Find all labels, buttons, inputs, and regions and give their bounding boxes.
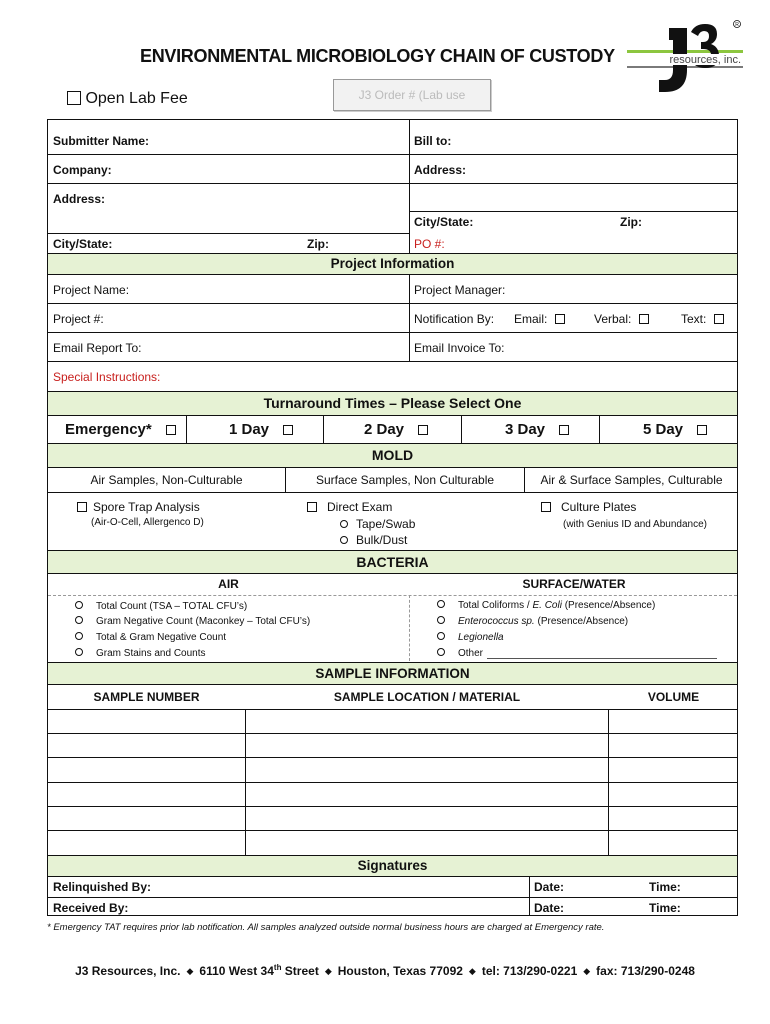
tape-swab-radio[interactable] (340, 520, 348, 528)
email-invoice-field[interactable]: Email Invoice To: (414, 341, 505, 355)
surface-enterococcus-suffix: (Presence/Absence) (534, 616, 629, 627)
diamond-icon: ◆ (324, 966, 332, 976)
surface-coliforms-option[interactable] (437, 600, 655, 611)
direct-exam-option[interactable] (307, 500, 392, 514)
tat-5-day-option[interactable] (643, 421, 707, 438)
j3-logo (625, 18, 743, 98)
bacteria-surface-heading: SURFACE/WATER (522, 577, 626, 591)
surface-other-radio[interactable] (437, 648, 445, 656)
emergency-footnote: * Emergency TAT requires prior lab notification. All samples analyzed outside normal business hours are charged at Emergency rate. (47, 922, 605, 933)
spore-trap-option[interactable] (77, 500, 200, 514)
tat-2-day-label: 2 Day (364, 421, 405, 438)
turnaround-heading: Turnaround Times – Please Select One (48, 392, 737, 415)
tat-5-day-checkbox[interactable] (697, 425, 707, 435)
notify-text-option[interactable] (681, 312, 724, 326)
open-lab-fee-label: Open Lab Fee (85, 90, 188, 107)
bill-city-state-field[interactable]: City/State: (414, 215, 474, 229)
tat-2-day-checkbox[interactable] (418, 425, 428, 435)
air-total-count-label: Total Count (TSA – TOTAL CFU’s) (96, 601, 248, 612)
submitter-zip-field[interactable]: Zip: (307, 237, 329, 251)
notify-email-option[interactable] (514, 312, 565, 326)
surface-legionella-radio[interactable] (437, 632, 445, 640)
received-by-field[interactable]: Received By: (53, 901, 129, 915)
footer-city: Houston, Texas 77092 (337, 964, 463, 978)
project-manager-field[interactable]: Project Manager: (414, 283, 506, 297)
sample-information-heading: SAMPLE INFORMATION (48, 663, 737, 684)
footer-contact (0, 963, 770, 978)
notify-email-checkbox[interactable] (555, 314, 565, 324)
air-gram-negative-option[interactable] (75, 616, 310, 627)
tat-emergency-option[interactable] (65, 421, 176, 438)
bill-address-field[interactable]: Address: (414, 163, 467, 177)
company-field[interactable]: Company: (53, 163, 112, 177)
air-gram-stains-radio[interactable] (75, 648, 83, 656)
bacteria-heading: BACTERIA (48, 551, 737, 573)
notify-verbal-checkbox[interactable] (639, 314, 649, 324)
bulk-dust-radio[interactable] (340, 536, 348, 544)
legionella-label: Legionella (458, 632, 504, 643)
notify-text-label: Text: (681, 312, 707, 326)
culture-plates-note: (with Genius ID and Abundance) (563, 519, 707, 530)
surface-coliforms-radio[interactable] (437, 600, 445, 608)
sample-number-header: SAMPLE NUMBER (93, 690, 200, 704)
relinquished-time-field[interactable]: Time: (649, 880, 681, 894)
footer-address (199, 964, 318, 978)
air-total-gram-radio[interactable] (75, 632, 83, 640)
diamond-icon: ◆ (186, 966, 194, 976)
submitter-address-field[interactable]: Address: (53, 192, 106, 206)
svg-text:R: R (735, 22, 739, 29)
enterococcus-label: Enterococcus sp. (458, 616, 535, 627)
culture-plates-option[interactable] (541, 500, 636, 514)
project-number-field[interactable]: Project #: (53, 312, 104, 326)
order-number-box[interactable]: J3 Order # (Lab use (333, 79, 491, 111)
surface-coliforms-label: Total Coliforms / (458, 600, 533, 611)
tat-2-day-option[interactable] (364, 421, 428, 438)
bacteria-air-heading: AIR (218, 577, 239, 591)
footer-company: J3 Resources, Inc. (75, 964, 181, 978)
relinquished-by-field[interactable]: Relinquished By: (53, 880, 152, 894)
tat-5-day-label: 5 Day (643, 421, 684, 438)
bill-to-field[interactable]: Bill to: (414, 134, 452, 148)
surface-enterococcus-option[interactable] (437, 616, 628, 627)
bulk-dust-option[interactable] (340, 533, 407, 547)
footer-address-sup: th (273, 963, 282, 972)
spore-trap-checkbox[interactable] (77, 502, 87, 512)
special-instructions-field[interactable]: Special Instructions: (53, 370, 161, 384)
air-total-count-option[interactable] (75, 601, 247, 612)
sample-location-header: SAMPLE LOCATION / MATERIAL (333, 690, 521, 704)
submitter-city-state-field[interactable]: City/State: (53, 237, 113, 251)
footer-fax: fax: 713/290-0248 (596, 964, 695, 978)
footer-address-street: Street (281, 964, 319, 978)
tat-3-day-label: 3 Day (505, 421, 546, 438)
received-time-field[interactable]: Time: (649, 901, 681, 915)
project-name-field[interactable]: Project Name: (53, 283, 130, 297)
footer-tel: tel: 713/290-0221 (481, 964, 578, 978)
mold-heading: MOLD (48, 444, 737, 467)
received-date-field[interactable]: Date: (534, 901, 565, 915)
tape-swab-label: Tape/Swab (356, 517, 416, 531)
notification-by-label: Notification By: (414, 312, 495, 326)
open-lab-fee-option[interactable] (67, 90, 188, 108)
tat-emergency-label: Emergency* (65, 421, 152, 438)
air-gram-stains-label: Gram Stains and Counts (96, 648, 206, 659)
culture-plates-checkbox[interactable] (541, 502, 551, 512)
signatures-heading: Signatures (48, 856, 737, 876)
air-total-count-radio[interactable] (75, 601, 83, 609)
other-blank-line[interactable] (487, 658, 717, 659)
diamond-icon: ◆ (583, 966, 591, 976)
tape-swab-option[interactable] (340, 517, 415, 531)
bill-zip-field[interactable]: Zip: (620, 215, 642, 229)
culture-plates-label: Culture Plates (561, 500, 637, 514)
air-gram-negative-label: Gram Negative Count (Maconkey – Total CFU’s) (96, 616, 311, 627)
e-coli-label: E. Coli (532, 600, 562, 611)
bulk-dust-label: Bulk/Dust (356, 533, 408, 547)
tat-1-day-checkbox[interactable] (283, 425, 293, 435)
spore-trap-note: (Air-O-Cell, Allergenco D) (91, 517, 204, 528)
project-information-heading: Project Information (48, 254, 737, 274)
tat-1-day-label: 1 Day (229, 421, 270, 438)
notify-verbal-option[interactable] (594, 312, 649, 326)
footer-address-main: 6110 West 34 (199, 964, 274, 978)
surface-legionella-option[interactable] (437, 632, 504, 643)
notify-text-checkbox[interactable] (714, 314, 724, 324)
po-number-field[interactable]: PO #: (414, 237, 445, 251)
surface-coliforms-suffix: (Presence/Absence) (561, 600, 656, 611)
direct-exam-checkbox[interactable] (307, 502, 317, 512)
surface-other-option[interactable] (437, 648, 483, 659)
sample-row-divider (47, 709, 738, 710)
mold-col-air: Air Samples, Non-Culturable (90, 473, 243, 487)
tat-emergency-checkbox[interactable] (166, 425, 176, 435)
tat-3-day-option[interactable] (505, 421, 569, 438)
air-total-gram-label: Total & Gram Negative Count (96, 632, 227, 643)
direct-exam-label: Direct Exam (327, 500, 393, 514)
form-title: ENVIRONMENTAL MICROBIOLOGY CHAIN OF CUSTODY (140, 46, 615, 66)
diamond-icon: ◆ (468, 966, 476, 976)
tat-1-day-option[interactable] (229, 421, 293, 438)
other-label: Other (458, 648, 484, 659)
open-lab-fee-checkbox[interactable] (67, 91, 81, 105)
mold-col-surface: Surface Samples, Non Culturable (315, 473, 495, 487)
tat-3-day-checkbox[interactable] (559, 425, 569, 435)
air-gram-stains-option[interactable] (75, 648, 206, 659)
email-report-field[interactable]: Email Report To: (53, 341, 142, 355)
mold-col-culturable: Air & Surface Samples, Culturable (540, 473, 723, 487)
volume-header: VOLUME (647, 690, 700, 704)
logo-text: resources, inc. (669, 54, 741, 66)
notify-verbal-label: Verbal: (594, 312, 632, 326)
air-gram-negative-radio[interactable] (75, 616, 83, 624)
surface-enterococcus-radio[interactable] (437, 616, 445, 624)
submitter-name-field[interactable]: Submitter Name: (53, 134, 150, 148)
relinquished-date-field[interactable]: Date: (534, 880, 565, 894)
spore-trap-label: Spore Trap Analysis (93, 500, 200, 514)
notify-email-label: Email: (514, 312, 548, 326)
air-total-gram-option[interactable] (75, 632, 226, 643)
